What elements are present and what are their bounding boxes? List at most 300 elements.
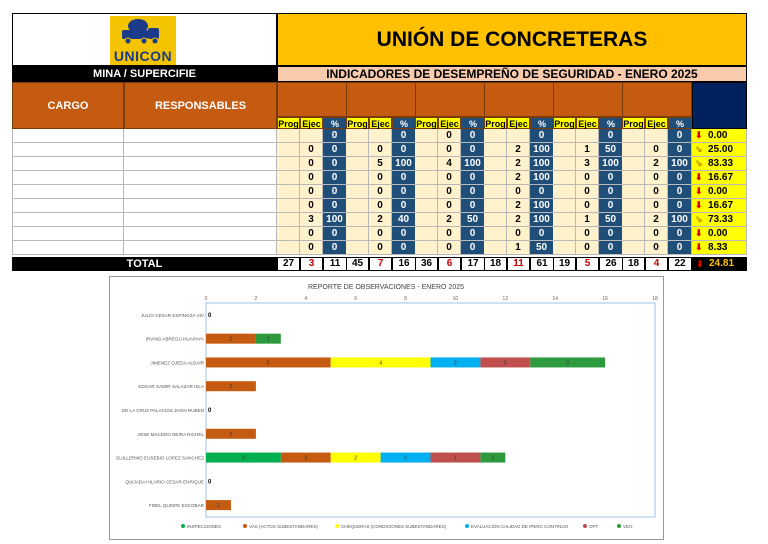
percent-cell: 0 — [392, 171, 416, 185]
total-prog: 18 — [622, 257, 645, 271]
subheader-ejec: Ejec — [645, 117, 668, 129]
cargo-cell — [12, 143, 124, 157]
cargo-cell — [12, 129, 124, 143]
percent-cell: 0 — [392, 143, 416, 157]
ejec-cell: 0 — [300, 171, 323, 185]
responsable-cell — [124, 129, 277, 143]
total-ejec: 3 — [300, 257, 323, 271]
responsable-cell — [124, 171, 277, 185]
subheader-prog: Prog — [623, 119, 644, 129]
prog-cell — [553, 171, 576, 185]
arrow-right-icon: ⇘ — [695, 144, 703, 154]
category-label: DE LA CRUZ PALACIOS JHON RUBEN — [121, 408, 204, 413]
bar-label: 1 — [266, 336, 270, 343]
total-ejec: 7 — [369, 257, 392, 271]
prog-cell — [484, 213, 507, 227]
bar-label: 2 — [404, 455, 407, 462]
percent-cell: 0 — [668, 129, 692, 143]
total-prog: 45 — [346, 257, 369, 271]
report-subtitle: INDICADORES DE DESEMPREÑO DE SEGURIDAD - ENERO 2025 — [277, 66, 747, 82]
arrow-down-icon: ⬇ — [695, 130, 703, 140]
category-label: QUIJADA HILARIO CESAR ENRIQUE — [125, 479, 204, 485]
result-value: 0.00 — [708, 186, 728, 197]
percent-cell: 100 — [599, 157, 623, 171]
category-label: GUILLERMO EUSEBIO LOPEZ SANCHEZ — [115, 455, 204, 461]
percent-cell: 100 — [530, 171, 554, 185]
indicators-sheet — [12, 13, 747, 272]
result-cell — [692, 241, 747, 255]
percent-cell: 100 — [530, 199, 554, 213]
ejec-cell: 2 — [507, 143, 530, 157]
percent-cell: 100 — [530, 213, 554, 227]
bar-label: 0 — [208, 312, 212, 319]
bar-label: 2 — [229, 336, 233, 343]
subheader-%: % — [461, 117, 485, 129]
ejec-cell: 0 — [645, 199, 668, 213]
percent-cell: 0 — [323, 227, 347, 241]
ejec-cell: 5 — [369, 157, 392, 171]
total-result — [692, 257, 747, 271]
x-tick-label: 14 — [552, 296, 559, 302]
subheader-prog: Prog — [278, 119, 299, 129]
ejec-cell — [369, 129, 392, 143]
prog-cell — [277, 171, 300, 185]
subheader-%: % — [668, 117, 692, 129]
legend-marker — [243, 524, 247, 528]
percent-cell: 0 — [599, 171, 623, 185]
subheader-ejec: Ejec — [369, 117, 392, 129]
total-label: TOTAL — [12, 257, 277, 271]
prog-cell — [415, 199, 438, 213]
ejec-cell: 2 — [645, 157, 668, 171]
prog-cell — [277, 227, 300, 241]
percent-cell: 0 — [323, 199, 347, 213]
percent-cell: 0 — [323, 171, 347, 185]
percent-cell: 0 — [392, 227, 416, 241]
total-percent: 22 — [668, 257, 692, 271]
ejec-cell: 0 — [645, 241, 668, 255]
category-label: JIMENEZ OJEDA ALDAIR — [150, 360, 204, 366]
ejec-cell: 0 — [438, 171, 461, 185]
prog-cell — [622, 143, 645, 157]
percent-cell: 50 — [599, 213, 623, 227]
arrow-down-icon: ⬇ — [695, 228, 703, 238]
percent-cell: 50 — [530, 241, 554, 255]
percent-cell: 0 — [599, 199, 623, 213]
total-prog: 19 — [553, 257, 576, 271]
prog-cell — [277, 185, 300, 199]
total-ejec: 6 — [438, 257, 461, 271]
percent-cell: 0 — [392, 185, 416, 199]
category-label: JULIO CESAR ESPINOZA VIV — [140, 312, 204, 318]
prog-cell — [622, 157, 645, 171]
ejec-cell: 0 — [507, 227, 530, 241]
prog-cell — [277, 213, 300, 227]
total-ejec: 11 — [507, 257, 530, 271]
ejec-cell: 2 — [507, 171, 530, 185]
legend-marker — [335, 524, 339, 528]
percent-cell: 100 — [668, 213, 692, 227]
legend-label: OPT — [589, 524, 599, 529]
prog-cell — [622, 129, 645, 143]
total-ejec: 5 — [576, 257, 599, 271]
percent-cell: 0 — [599, 185, 623, 199]
percent-cell: 0 — [461, 241, 485, 255]
subheader-prog: Prog — [554, 119, 575, 129]
prog-cell — [346, 241, 369, 255]
ejec-cell — [300, 129, 323, 143]
arrow-down-icon: ⬇ — [695, 242, 703, 252]
percent-cell: 100 — [461, 157, 485, 171]
prog-cell — [484, 227, 507, 241]
prog-cell — [415, 241, 438, 255]
percent-cell: 0 — [668, 227, 692, 241]
percent-cell: 0 — [461, 129, 485, 143]
indicator-group-header — [415, 82, 485, 117]
bar-label: 2 — [454, 360, 457, 367]
percent-cell: 0 — [461, 185, 485, 199]
ejec-cell — [576, 129, 599, 143]
percent-cell: 0 — [599, 129, 623, 143]
total-result-value: 24.81 — [709, 258, 735, 269]
percent-cell: 0 — [392, 129, 416, 143]
prog-cell — [553, 213, 576, 227]
subheader-%: % — [599, 117, 623, 129]
ejec-cell: 0 — [645, 185, 668, 199]
responsable-cell — [124, 185, 277, 199]
ejec-cell: 0 — [645, 143, 668, 157]
responsable-cell — [124, 143, 277, 157]
bar-label: 2 — [304, 455, 308, 462]
legend-marker — [465, 524, 469, 528]
ejec-cell: 0 — [369, 171, 392, 185]
percent-cell: 0 — [461, 199, 485, 213]
x-tick-label: 10 — [452, 296, 459, 302]
percent-cell: 100 — [530, 157, 554, 171]
indicator-group-header — [622, 82, 692, 117]
prog-cell — [415, 171, 438, 185]
prog-cell — [553, 227, 576, 241]
prog-cell — [346, 185, 369, 199]
prog-cell — [346, 143, 369, 157]
subheader-%: % — [530, 117, 554, 129]
prog-cell — [415, 213, 438, 227]
subheader-ejec: Ejec — [507, 117, 530, 129]
result-value: 83.33 — [708, 158, 734, 169]
prog-cell — [415, 129, 438, 143]
concrete-truck-icon — [110, 16, 176, 48]
bar-label: 1 — [454, 455, 457, 462]
prog-cell — [346, 213, 369, 227]
percent-cell: 100 — [530, 143, 554, 157]
prog-cell — [277, 157, 300, 171]
prog-cell — [622, 199, 645, 213]
company-title: UNIÓN DE CONCRETERAS — [277, 13, 747, 66]
indicator-group-header — [484, 82, 554, 117]
cargo-cell — [12, 227, 124, 241]
percent-cell: 0 — [323, 157, 347, 171]
percent-cell: 0 — [599, 241, 623, 255]
ejec-cell: 1 — [576, 213, 599, 227]
ejec-cell: 0 — [369, 241, 392, 255]
prog-cell — [553, 129, 576, 143]
result-cell — [692, 143, 747, 157]
arrow-right-icon: ⇘ — [695, 158, 703, 168]
cargo-cell — [12, 241, 124, 255]
legend-marker — [583, 524, 587, 528]
arrow-down-icon: ⬇ — [695, 186, 703, 196]
ejec-cell: 0 — [576, 171, 599, 185]
prog-cell — [346, 227, 369, 241]
percent-cell: 0 — [668, 143, 692, 157]
prog-cell — [484, 143, 507, 157]
cargo-cell — [12, 185, 124, 199]
unicon-logo — [110, 16, 176, 65]
prog-cell — [277, 143, 300, 157]
cargo-header: CARGO — [12, 82, 124, 129]
percent-cell: 0 — [668, 241, 692, 255]
bar-label: 5 — [503, 360, 507, 367]
cargo-cell — [12, 171, 124, 185]
bar-label: 0 — [208, 408, 212, 414]
subheader-%: % — [323, 117, 347, 129]
ejec-cell: 0 — [576, 185, 599, 199]
total-percent: 26 — [599, 257, 623, 271]
percent-cell: 0 — [461, 227, 485, 241]
prog-cell — [346, 199, 369, 213]
legend-label: VEO — [623, 524, 633, 529]
percent-cell: 0 — [323, 129, 347, 143]
result-cell — [692, 129, 747, 143]
percent-cell: 0 — [599, 227, 623, 241]
result-value: 16.67 — [708, 200, 734, 211]
prog-cell — [346, 171, 369, 185]
ejec-cell: 0 — [438, 227, 461, 241]
ejec-cell: 1 — [507, 241, 530, 255]
prog-cell — [622, 185, 645, 199]
percent-cell: 100 — [392, 157, 416, 171]
arrow-right-icon: ⇘ — [695, 214, 703, 224]
ejec-cell: 3 — [576, 157, 599, 171]
subheader-%: % — [392, 117, 416, 129]
logo-text: UNICON — [113, 48, 173, 64]
category-label: IRVING ABREGU HUAPAYA — [145, 336, 204, 342]
arrow-down-icon: ⬇ — [696, 259, 704, 269]
ejec-cell: 0 — [645, 227, 668, 241]
bar-label: 1 — [491, 455, 495, 462]
percent-cell: 40 — [392, 213, 416, 227]
indicator-group-header — [553, 82, 623, 117]
percent-cell: 50 — [461, 213, 485, 227]
ejec-cell: 1 — [576, 143, 599, 157]
percent-cell: 50 — [599, 143, 623, 157]
bar-label: 1 — [217, 503, 220, 510]
ejec-cell: 2 — [645, 213, 668, 227]
responsable-cell — [124, 199, 277, 213]
x-tick-label: 4 — [304, 296, 308, 302]
result-value: 16.67 — [708, 172, 734, 183]
chart-title: REPORTE DE OBSERVACIONES - ENERO 2025 — [308, 284, 464, 291]
ejec-cell: 0 — [369, 143, 392, 157]
legend-label: EVALUACIÓN CALIDAD DE IPERC CONTINUO — [471, 524, 569, 529]
ejec-cell: 0 — [645, 171, 668, 185]
prog-cell — [415, 227, 438, 241]
percent-cell: 0 — [530, 129, 554, 143]
percent-cell: 0 — [461, 171, 485, 185]
logo-cell — [12, 13, 277, 66]
ejec-cell — [507, 129, 530, 143]
prog-cell — [553, 241, 576, 255]
ejec-cell: 3 — [300, 213, 323, 227]
x-tick-label: 2 — [254, 296, 258, 302]
total-percent: 17 — [461, 257, 485, 271]
prog-cell — [622, 241, 645, 255]
ejec-cell: 2 — [438, 213, 461, 227]
ejec-cell: 0 — [300, 227, 323, 241]
x-tick-label: 6 — [354, 296, 358, 302]
total-prog: 27 — [277, 257, 300, 271]
percent-cell: 0 — [461, 143, 485, 157]
result-cell — [692, 227, 747, 241]
ejec-cell: 0 — [369, 185, 392, 199]
ejec-cell: 2 — [369, 213, 392, 227]
ejec-cell: 4 — [438, 157, 461, 171]
percent-cell: 100 — [668, 157, 692, 171]
ejec-cell: 0 — [576, 199, 599, 213]
prog-cell — [277, 241, 300, 255]
x-tick-label: 0 — [204, 296, 208, 302]
ejec-cell: 0 — [300, 143, 323, 157]
percent-cell: 0 — [668, 185, 692, 199]
responsable-cell — [124, 213, 277, 227]
prog-cell — [277, 129, 300, 143]
result-value: 0.00 — [708, 130, 728, 141]
category-label: JOSE MACEDO NEIRA RICHEL — [137, 431, 204, 437]
prog-cell — [622, 213, 645, 227]
result-cell — [692, 171, 747, 185]
arrow-down-icon: ⬇ — [695, 172, 703, 182]
percent-cell: 0 — [530, 185, 554, 199]
arrow-down-icon: ⬇ — [695, 200, 703, 210]
prog-cell — [484, 241, 507, 255]
percent-cell: 0 — [668, 171, 692, 185]
bar-label: 5 — [266, 360, 270, 367]
subheader-ejec: Ejec — [576, 117, 599, 129]
prog-cell — [553, 157, 576, 171]
ejec-cell: 0 — [438, 143, 461, 157]
percent-cell: 0 — [530, 227, 554, 241]
total-percent: 61 — [530, 257, 554, 271]
prog-cell — [484, 171, 507, 185]
area-label: MINA / SUPERCIFIE — [12, 66, 277, 82]
prog-cell — [622, 227, 645, 241]
prog-cell — [277, 199, 300, 213]
prog-cell — [346, 129, 369, 143]
ejec-cell: 2 — [507, 199, 530, 213]
ejec-cell: 0 — [369, 199, 392, 213]
ejec-cell: 0 — [576, 227, 599, 241]
indicator-group-header — [346, 82, 416, 117]
prog-cell — [415, 143, 438, 157]
ejec-cell: 2 — [507, 213, 530, 227]
cargo-cell — [12, 157, 124, 171]
observations-chart-svg — [110, 277, 663, 539]
prog-cell — [346, 157, 369, 171]
result-header — [692, 82, 747, 129]
percent-cell: 0 — [323, 143, 347, 157]
total-prog: 36 — [415, 257, 438, 271]
observations-chart — [109, 276, 664, 540]
legend-label: VAS (ACTOS SUBESTANDARES) — [249, 524, 319, 529]
bar-label: 3 — [242, 455, 245, 462]
percent-cell: 100 — [323, 213, 347, 227]
total-percent: 11 — [323, 257, 347, 271]
result-value: 25.00 — [708, 144, 734, 155]
prog-cell — [622, 171, 645, 185]
x-tick-label: 12 — [502, 296, 509, 302]
prog-cell — [553, 199, 576, 213]
bar-label: 4 — [379, 360, 383, 367]
responsables-header: RESPONSABLES — [124, 82, 277, 129]
result-cell — [692, 199, 747, 213]
ejec-cell: 2 — [507, 157, 530, 171]
prog-cell — [553, 143, 576, 157]
percent-cell: 0 — [668, 199, 692, 213]
subheader-ejec: Ejec — [438, 117, 461, 129]
x-tick-label: 8 — [404, 296, 407, 302]
prog-cell — [484, 157, 507, 171]
responsable-cell — [124, 227, 277, 241]
ejec-cell: 0 — [507, 185, 530, 199]
prog-cell — [484, 129, 507, 143]
result-cell — [692, 213, 747, 227]
ejec-cell: 0 — [300, 185, 323, 199]
indicator-group-header — [277, 82, 347, 117]
total-ejec: 4 — [645, 257, 668, 271]
bar-label: 2 — [354, 455, 358, 462]
ejec-cell: 0 — [300, 199, 323, 213]
ejec-cell: 0 — [300, 157, 323, 171]
prog-cell — [415, 185, 438, 199]
ejec-cell: 0 — [438, 199, 461, 213]
prog-cell — [484, 185, 507, 199]
cargo-cell — [12, 213, 124, 227]
ejec-cell — [645, 129, 668, 143]
responsable-cell — [124, 157, 277, 171]
category-label: FIDEL QUISPE ESCOBAR — [148, 503, 204, 509]
percent-cell: 0 — [392, 241, 416, 255]
result-cell — [692, 157, 747, 171]
x-tick-label: 16 — [602, 296, 608, 302]
cargo-cell — [12, 199, 124, 213]
prog-cell — [415, 157, 438, 171]
percent-cell: 0 — [323, 241, 347, 255]
bar-label: 2 — [229, 431, 233, 438]
ejec-cell: 0 — [300, 241, 323, 255]
total-prog: 18 — [484, 257, 507, 271]
subheader-prog: Prog — [485, 119, 506, 129]
ejec-cell: 0 — [438, 129, 461, 143]
legend-marker — [181, 524, 185, 528]
legend-label: CHEQUERAS (CONDICIONES SUBESTANDARES) — [341, 524, 447, 529]
legend-marker — [617, 524, 621, 528]
ejec-cell: 0 — [576, 241, 599, 255]
bar-label: 3 — [566, 360, 570, 367]
result-value: 73.33 — [708, 214, 734, 225]
percent-cell: 0 — [392, 199, 416, 213]
legend-label: INSPECCIONES — [187, 524, 222, 529]
subheader-prog: Prog — [347, 119, 368, 129]
